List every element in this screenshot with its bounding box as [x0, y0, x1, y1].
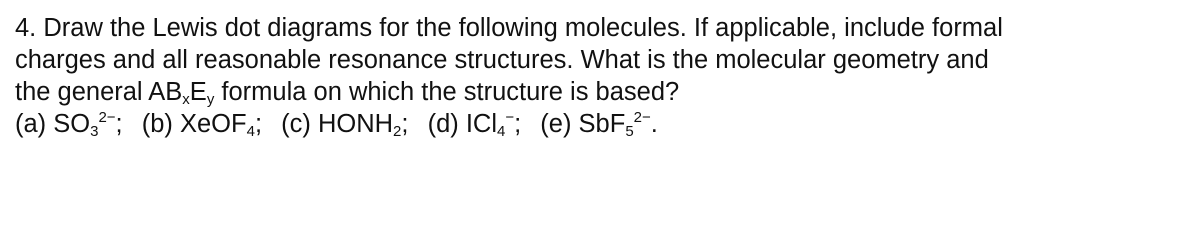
- part-b-formula: XeOF: [179, 110, 247, 138]
- question-text: [15, 12, 1185, 140]
- part-e-subscript: 5: [625, 123, 634, 140]
- part-a-label: (a): [15, 110, 54, 138]
- part-e-charge: 2−: [633, 109, 651, 126]
- part-b: [142, 110, 262, 138]
- subscript-x: x: [182, 91, 190, 108]
- part-a-subscript: 3: [90, 123, 99, 140]
- part-a-suffix: ;: [115, 110, 123, 138]
- part-b-suffix: ;: [254, 110, 263, 138]
- part-d-formula: ICl: [465, 110, 497, 138]
- part-e-suffix: .: [650, 110, 658, 138]
- part-e: [540, 110, 658, 138]
- line3-text-pre: the general AB: [15, 78, 183, 106]
- part-d-charge: −: [505, 109, 515, 126]
- part-e-formula: SbF: [578, 110, 626, 138]
- line3-text-post: formula on which the structure is based?: [214, 78, 680, 106]
- part-c-subscript: 2: [393, 123, 402, 140]
- part-d: [428, 110, 522, 138]
- part-c-label: (c): [281, 110, 318, 138]
- line3-text-mid: E: [189, 78, 207, 106]
- part-d-subscript: 4: [497, 123, 506, 140]
- question-line-4-parts: [15, 108, 1185, 140]
- question-line-1: 4. Draw the Lewis dot diagrams for the following molecules. If applicable, include formal: [15, 14, 1003, 42]
- question-line-3: [15, 76, 1185, 108]
- part-c-suffix: ;: [401, 110, 409, 138]
- question-line-2: charges and all reasonable resonance structures. What is the molecular geometry and: [15, 46, 989, 74]
- part-b-label: (b): [141, 110, 180, 138]
- part-e-label: (e): [540, 110, 579, 138]
- part-d-suffix: ;: [514, 110, 522, 138]
- part-a: [15, 110, 123, 138]
- subscript-y: y: [206, 91, 215, 108]
- part-c-formula: HONH: [317, 110, 394, 138]
- part-c: [281, 110, 408, 138]
- part-b-subscript: 4: [246, 123, 255, 140]
- part-a-charge: 2−: [98, 109, 116, 126]
- part-d-label: (d): [427, 110, 466, 138]
- part-a-formula: SO: [53, 110, 91, 138]
